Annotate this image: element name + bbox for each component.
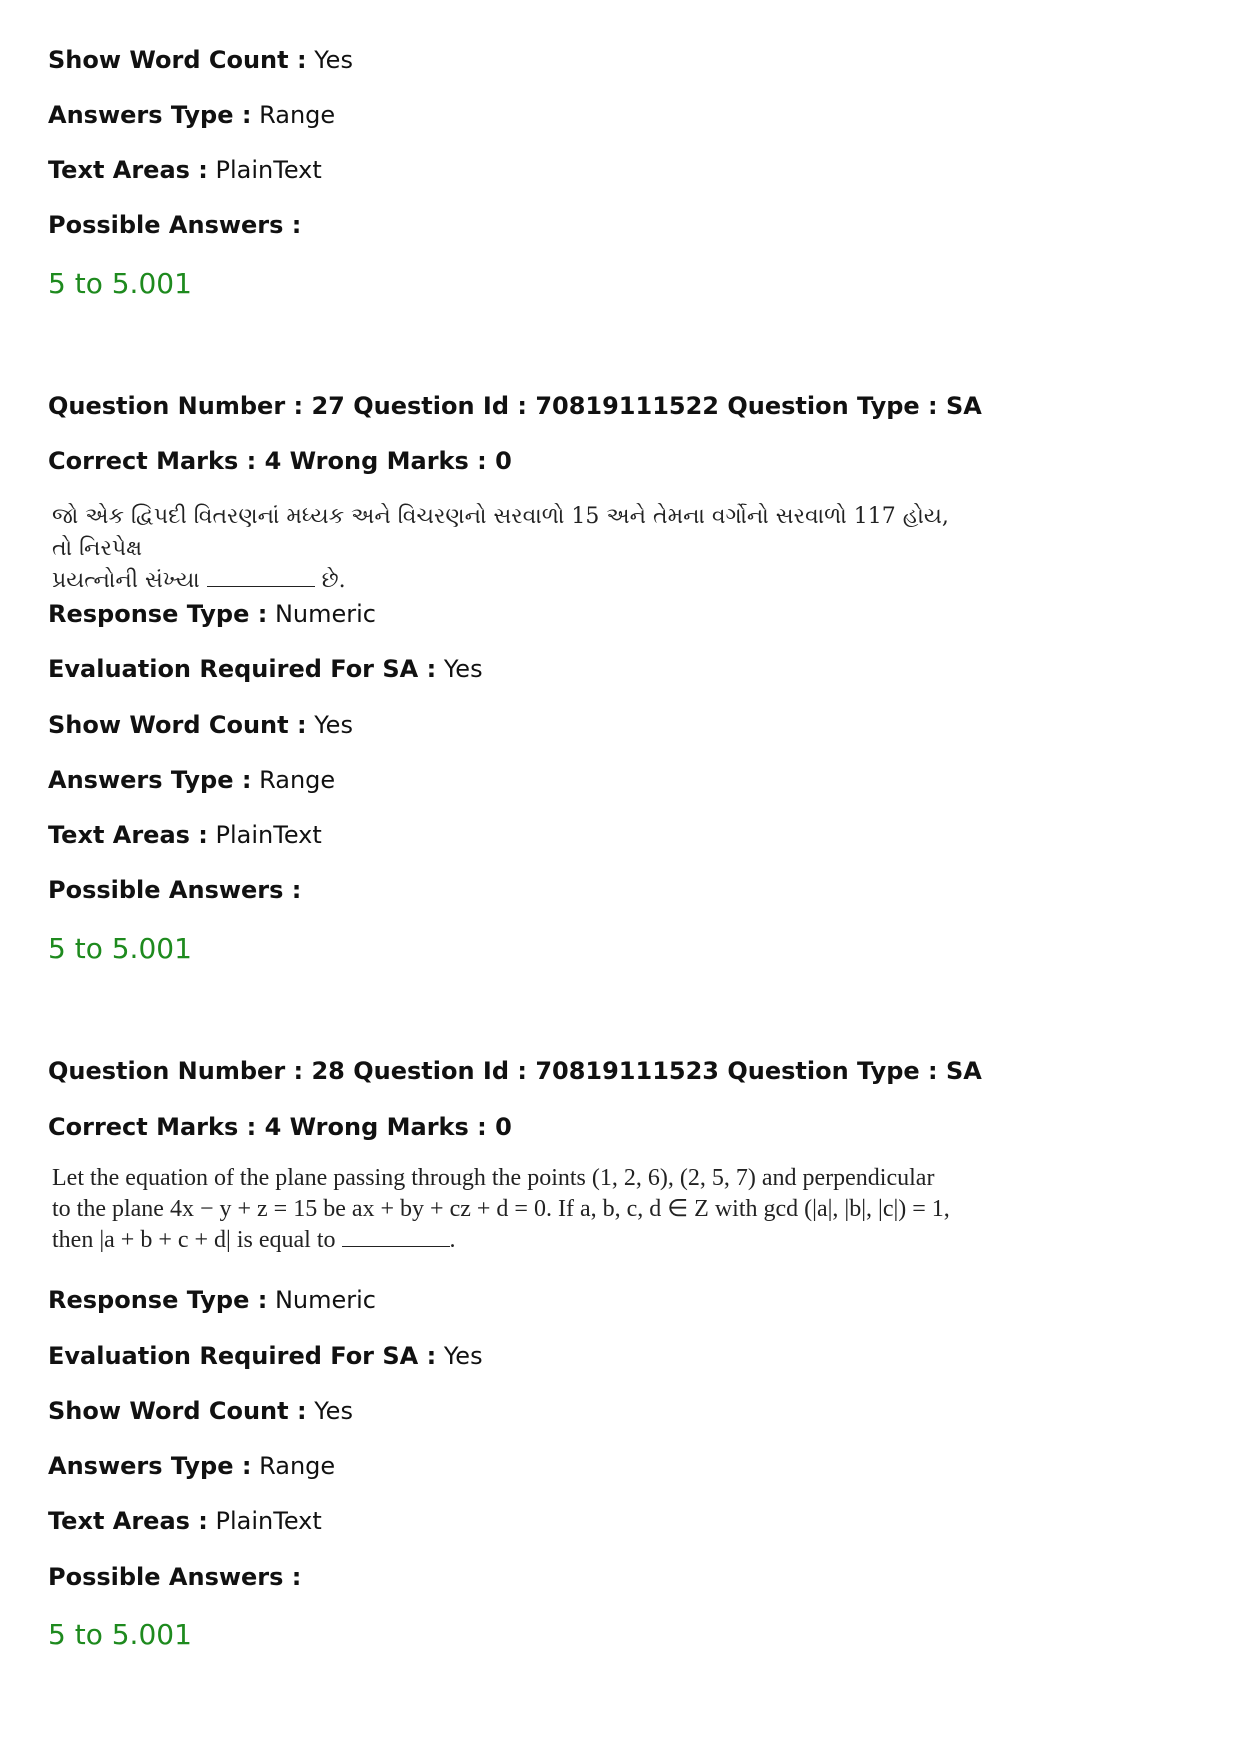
field-value: Numeric bbox=[274, 600, 376, 628]
q28-evaluation-required bbox=[48, 1340, 483, 1372]
q27-possible-answers bbox=[48, 874, 301, 906]
field-value: Yes bbox=[314, 1397, 353, 1425]
q27-possible-answer-value: 5 to 5.001 bbox=[48, 932, 192, 965]
field-label: Text Areas : bbox=[48, 1507, 208, 1535]
field-value: Yes bbox=[443, 655, 483, 683]
q28-text-line: to the plane 4x − y + z = 15 be ax + by + cz + d = 0. If a, b, c, d ∈ Z with gcd (|a|, |b|, |c|) = 1, bbox=[52, 1196, 950, 1222]
q28-text-part: then |a + b + c + d| is equal to bbox=[52, 1227, 336, 1253]
prev-answers-type bbox=[48, 99, 335, 131]
field-label: Show Word Count : bbox=[48, 711, 307, 739]
field-label: Evaluation Required For SA : bbox=[48, 655, 437, 683]
q27-show-word-count bbox=[48, 709, 353, 741]
field-value: PlainText bbox=[215, 156, 322, 184]
field-label: Answers Type : bbox=[48, 1452, 252, 1480]
q27-marks: Correct Marks : 4 Wrong Marks : 0 bbox=[48, 447, 512, 475]
q27-text-line bbox=[52, 565, 952, 597]
field-value: PlainText bbox=[215, 1507, 322, 1535]
q27-text-part: પ્રયત્નોની સંખ્યા bbox=[52, 568, 200, 593]
q28-possible-answer-value: 5 to 5.001 bbox=[48, 1618, 192, 1651]
q28-text-part: . bbox=[449, 1227, 456, 1253]
q27-response-type bbox=[48, 598, 376, 630]
answer-blank bbox=[207, 585, 315, 587]
q28-marks: Correct Marks : 4 Wrong Marks : 0 bbox=[48, 1113, 512, 1141]
q28-response-type bbox=[48, 1284, 376, 1316]
q28-question-text bbox=[52, 1163, 952, 1256]
field-label: Show Word Count : bbox=[48, 46, 307, 74]
q27-text-line: જો એક દ્વિપદી વિતરણનાં મધ્યક અને વિચરણનો સરવાળો 15 અને તેમના વર્ગોનો સરવાળો 117 હોય, તો નિરપેક્ષ bbox=[52, 504, 949, 561]
field-label: Possible Answers : bbox=[48, 211, 302, 239]
q27-answers-type bbox=[48, 764, 335, 796]
q27-evaluation-required bbox=[48, 653, 483, 685]
prev-possible-answers bbox=[48, 209, 301, 241]
field-value: PlainText bbox=[215, 821, 322, 849]
field-value: Range bbox=[259, 1452, 336, 1480]
field-label: Answers Type : bbox=[48, 101, 252, 129]
field-value: Yes bbox=[443, 1342, 483, 1370]
q28-show-word-count bbox=[48, 1395, 353, 1427]
field-label: Show Word Count : bbox=[48, 1397, 307, 1425]
field-value: Range bbox=[259, 101, 336, 129]
field-label: Possible Answers : bbox=[48, 1563, 302, 1591]
prev-text-areas bbox=[48, 154, 322, 186]
field-value: Range bbox=[259, 766, 336, 794]
q28-text-areas bbox=[48, 1505, 322, 1537]
q27-question-text bbox=[52, 501, 952, 597]
field-value: Yes bbox=[314, 711, 353, 739]
q28-answers-type bbox=[48, 1450, 335, 1482]
field-label: Evaluation Required For SA : bbox=[48, 1342, 437, 1370]
field-value: Yes bbox=[314, 46, 353, 74]
prev-possible-answer-value: 5 to 5.001 bbox=[48, 267, 192, 300]
field-label: Response Type : bbox=[48, 1286, 268, 1314]
field-label: Text Areas : bbox=[48, 821, 208, 849]
answer-blank bbox=[342, 1245, 450, 1247]
q27-text-part: છે. bbox=[321, 568, 346, 593]
field-label: Response Type : bbox=[48, 600, 268, 628]
q28-possible-answers bbox=[48, 1561, 301, 1593]
q28-text-line: Let the equation of the plane passing through the points (1, 2, 6), (2, 5, 7) and perpendicular bbox=[52, 1165, 935, 1191]
field-value: Numeric bbox=[274, 1286, 376, 1314]
q28-text-line bbox=[52, 1225, 952, 1256]
q27-text-areas bbox=[48, 819, 322, 851]
q27-header: Question Number : 27 Question Id : 70819111522 Question Type : SA bbox=[48, 392, 982, 420]
field-label: Answers Type : bbox=[48, 766, 252, 794]
q28-header: Question Number : 28 Question Id : 70819111523 Question Type : SA bbox=[48, 1057, 982, 1085]
field-label: Possible Answers : bbox=[48, 876, 302, 904]
field-label: Text Areas : bbox=[48, 156, 208, 184]
prev-show-word-count bbox=[48, 44, 353, 76]
